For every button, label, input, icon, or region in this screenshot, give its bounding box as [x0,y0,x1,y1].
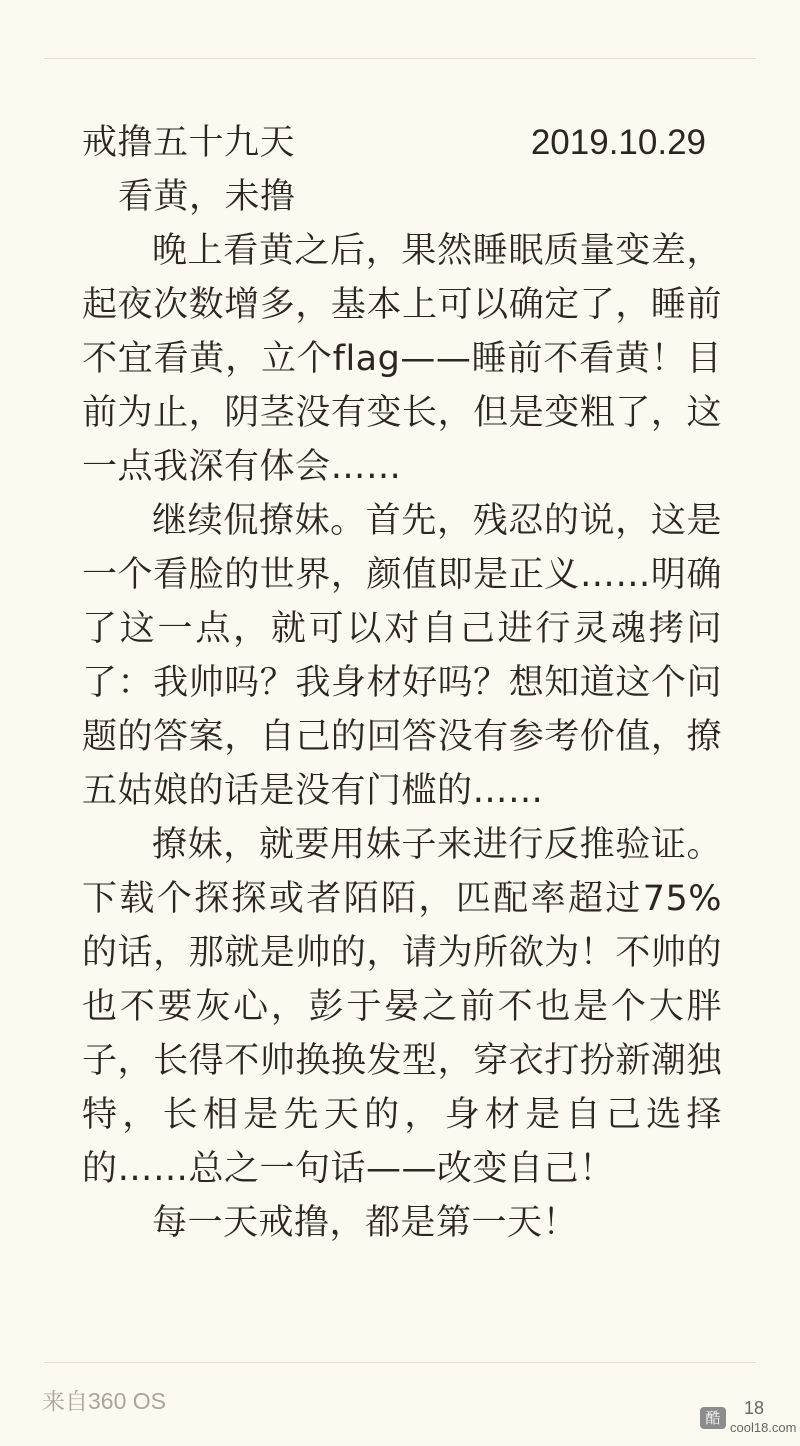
note-body [82,116,722,1250]
note-paragraph: 每一天戒撸，都是第一天！ [152,1203,579,1243]
note-paragraph: 继续侃撩妹。首先，残忍的说，这是一个看脸的世界，颜值即是正义……明确了这一点，就可以对自己进行灵魂拷问了：我帅吗？我身材好吗？想知道这个问题的答案，自己的回答没有参考价值，撩五姑娘的话是没有门槛的…… [82,501,722,811]
source-label: 来自360 OS [42,1388,166,1414]
note-header [82,116,706,170]
watermark-badge: 酷 [700,1407,726,1429]
note-subtitle: 看黄，未撸 [118,177,296,217]
top-divider [44,58,756,59]
note-date: 2019.10.29 [530,123,706,162]
note-paragraph: 晚上看黄之后，果然睡眠质量变差，起夜次数增多，基本上可以确定了，睡前不宜看黄，立个flag——睡前不看黄！目前为止，阴茎没有变长，但是变粗了，这一点我深有体会…… [82,231,722,487]
watermark-number: 18 [744,1398,765,1418]
bottom-divider [44,1362,756,1363]
note-paragraph: 撩妹，就要用妹子来进行反推验证。下载个探探或者陌陌，匹配率超过75%的话，那就是帅的，请为所欲为！不帅的也不要灰心，彭于晏之前不也是个大胖子，长得不帅换换发型，穿衣打扮新潮独特，长相是先天的，身材是自己选择的……总之一句话——改变自己！ [82,825,722,1189]
watermark-domain: cool18.com [730,1420,797,1435]
watermark-logo [700,1398,797,1438]
note-title: 戒撸五十九天 [82,123,296,163]
